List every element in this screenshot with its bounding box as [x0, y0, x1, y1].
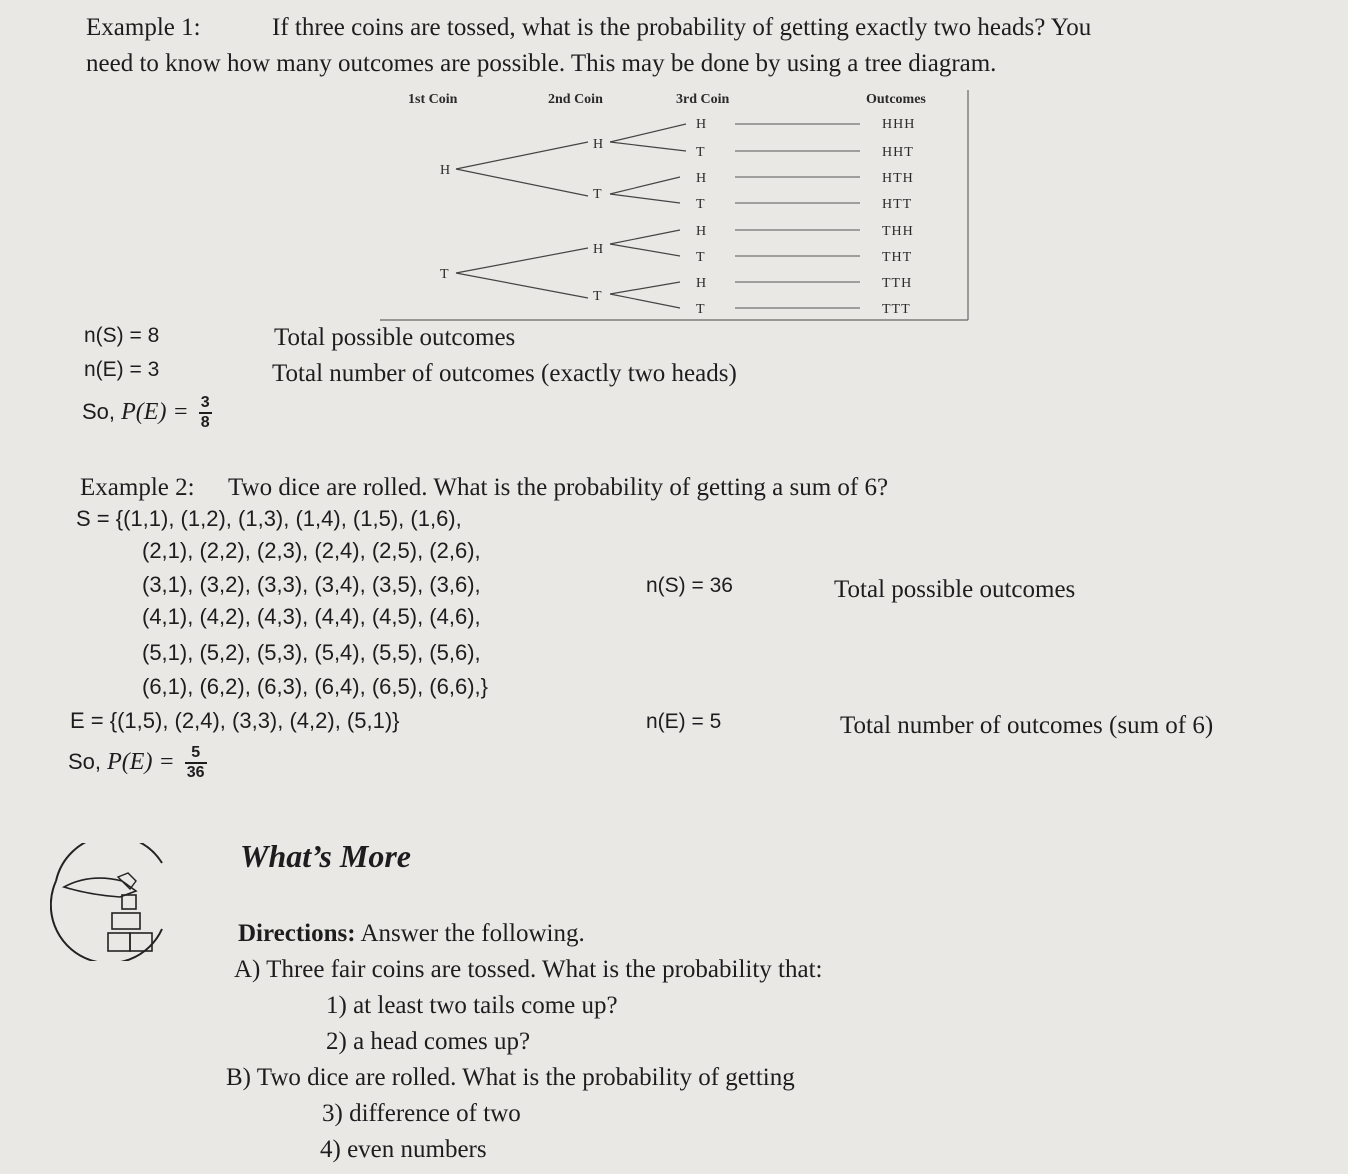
tree-third-5: H — [696, 224, 707, 239]
sample-space-row-3: (3,1), (3,2), (3,3), (3,4), (3,5), (3,6), — [142, 572, 481, 597]
question-3: 3) difference of two — [322, 1100, 521, 1127]
fraction-5-36: $\frac{5}{36}$ — [186, 744, 205, 781]
sample-space-row-1: S = {(1,1), (1,2), (1,3), (1,4), (1,5), (1,6), — [76, 506, 462, 531]
directions-text: Answer the following. — [355, 920, 585, 947]
directions — [238, 920, 585, 948]
header-outcomes: Outcomes — [866, 92, 926, 107]
tree-first-T: T — [440, 267, 449, 282]
outcome-6: THT — [882, 250, 913, 265]
example1-nE: n(E) = 3 — [84, 358, 160, 381]
outcome-7: TTH — [882, 276, 913, 291]
example1-question-line2: need to know how many outcomes are possible. This may be done by using a tree diagram. — [86, 50, 997, 77]
example1-label: Example 1: — [86, 14, 201, 41]
tree-second-T1: T — [593, 187, 602, 202]
tree-third-7: H — [696, 276, 707, 291]
header-1st-coin: 1st Coin — [408, 92, 458, 107]
example2-nE-desc: Total number of outcomes (sum of 6) — [840, 712, 1214, 739]
pe-label: P(E) = — [121, 398, 189, 425]
whats-more-title: What’s More — [240, 838, 411, 874]
example1-question-line1: If three coins are tossed, what is the probability of getting exactly two heads? You — [272, 14, 1092, 41]
example2-nS: n(S) = 36 — [646, 574, 733, 597]
outcome-4: HTT — [882, 197, 913, 212]
tree-second-H2: H — [593, 242, 604, 257]
coin-tree-diagram — [380, 84, 970, 324]
directions-label: Directions: — [238, 920, 356, 947]
example2-label: Example 2: — [80, 474, 195, 501]
event-set: E = {(1,5), (2,4), (3,3), (4,2), (5,1)} — [70, 708, 400, 733]
pe-label-2: P(E) = — [107, 748, 175, 775]
tree-third-6: T — [696, 250, 705, 265]
tree-second-H1: H — [593, 137, 604, 152]
tree-first-H: H — [440, 163, 451, 178]
tree-third-4: T — [696, 197, 705, 212]
building-blocks-icon — [50, 843, 168, 961]
example2-nS-desc: Total possible outcomes — [834, 576, 1076, 603]
example2-question: Two dice are rolled. What is the probability of getting a sum of 6? — [228, 474, 889, 501]
outcome-3: HTH — [882, 171, 914, 186]
example2-nE: n(E) = 5 — [646, 710, 722, 733]
outcome-2: HHT — [882, 145, 914, 160]
example2-probability — [68, 744, 207, 782]
tree-third-2: T — [696, 145, 705, 160]
tree-second-T2: T — [593, 289, 602, 304]
outcome-8: TTT — [882, 302, 911, 317]
header-3rd-coin: 3rd Coin — [676, 92, 730, 107]
example1-nS: n(S) = 8 — [84, 324, 160, 347]
sample-space-row-2: (2,1), (2,2), (2,3), (2,4), (2,5), (2,6), — [142, 538, 481, 563]
example1-probability — [82, 394, 212, 432]
so-label: So, — [82, 398, 122, 424]
part-A: A) Three fair coins are tossed. What is the probability that: — [234, 956, 823, 983]
tree-third-8: T — [696, 302, 705, 317]
sample-space-row-5: (5,1), (5,2), (5,3), (5,4), (5,5), (5,6), — [142, 640, 481, 665]
sample-space-row-4: (4,1), (4,2), (4,3), (4,4), (4,5), (4,6), — [142, 604, 481, 629]
tree-third-3: H — [696, 171, 707, 186]
tree-third-1: H — [696, 117, 707, 132]
so-label-2: So, — [68, 748, 108, 774]
example1-nS-desc: Total possible outcomes — [274, 324, 516, 351]
example1-nE-desc: Total number of outcomes (exactly two heads) — [272, 360, 737, 387]
question-2: 2) a head comes up? — [326, 1028, 531, 1055]
outcome-5: THH — [882, 224, 914, 239]
outcome-1: HHH — [882, 117, 916, 132]
fraction-3-8: $\frac{3}{8}$ — [200, 394, 210, 431]
part-B: B) Two dice are rolled. What is the probability of getting — [226, 1064, 795, 1091]
question-4: 4) even numbers — [320, 1136, 487, 1163]
sample-space-row-6: (6,1), (6,2), (6,3), (6,4), (6,5), (6,6),} — [142, 674, 488, 699]
question-1: 1) at least two tails come up? — [326, 992, 618, 1019]
header-2nd-coin: 2nd Coin — [548, 92, 603, 107]
